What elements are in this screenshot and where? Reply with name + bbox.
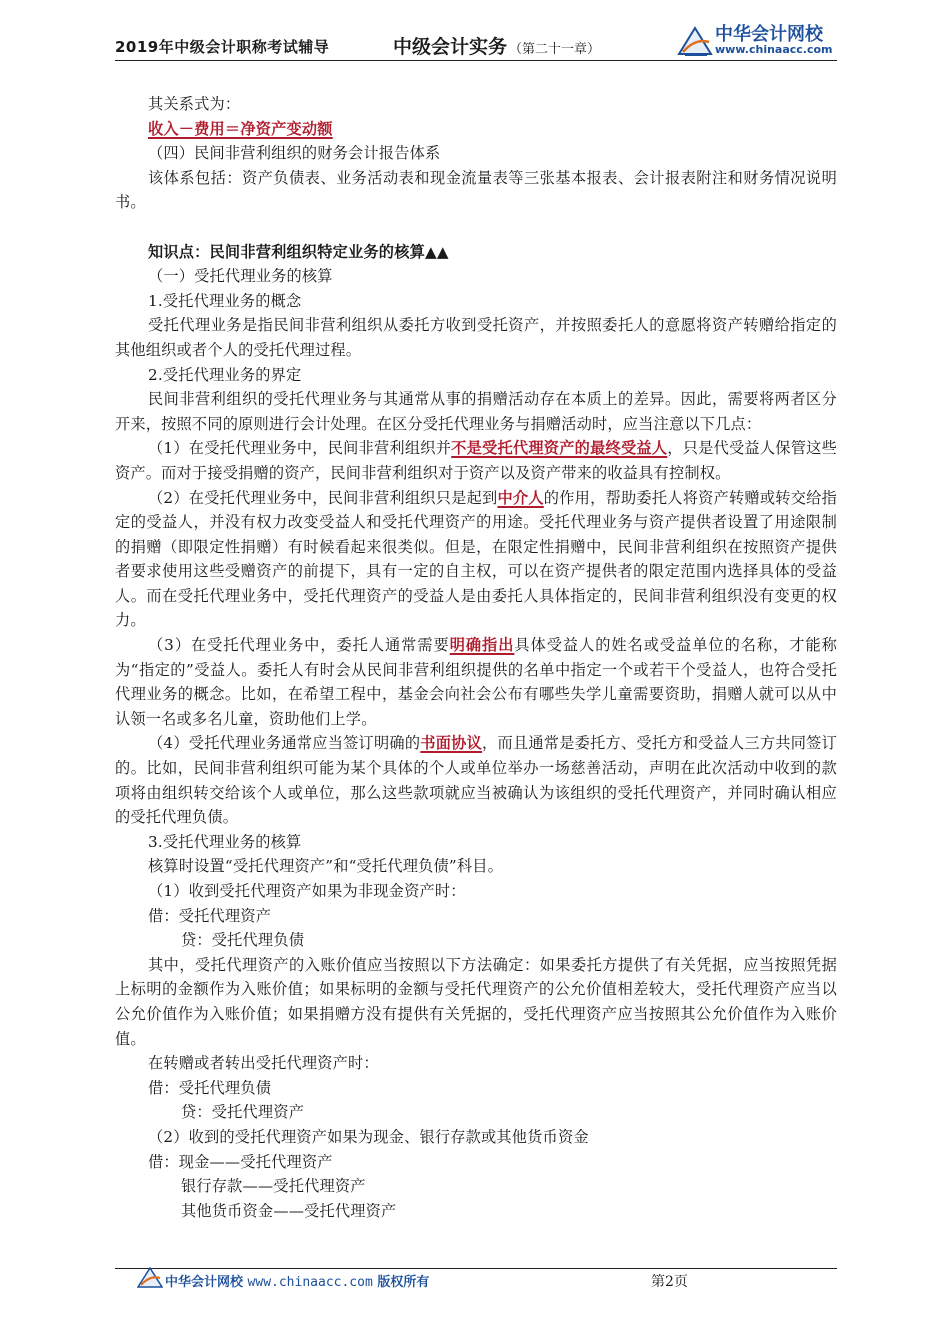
- paragraph: 该体系包括：资产负债表、业务活动表和现金流量表等三张基本报表、会计报表附注和财务情况说明书。: [115, 168, 837, 212]
- text-run: ，而且通常是委托方、受托方和受益人三方共同签订的。比如，民间非营利组织可能为某个具体的个人或单位举办一场慈善活动，声明在此次活动中收到的款项将由组织转交给该个人或单位，那么这些款项就应当被确认为该组织的受托代理资产，并同时确认相应的受托代理负债。: [115, 734, 837, 827]
- text-run: （4）受托代理业务通常应当签订明确的: [148, 734, 421, 753]
- header-chapter: （第二十一章）: [509, 42, 601, 57]
- paragraph: [115, 486, 837, 634]
- text-run: ，只是代受益人保管这些资产。而对于接受捐赠的资产，民间非营利组织对于资产以及资产带来的收益具有控制权。: [115, 439, 837, 482]
- footer-logo-icon: [137, 1265, 163, 1289]
- header-divider: [115, 60, 837, 61]
- subsection-heading: 1.受托代理业务的概念: [148, 291, 302, 310]
- journal-credit: 贷：受托代理负债: [181, 931, 305, 950]
- brand-logo-url: www.chinaacc.com: [715, 43, 833, 56]
- journal-credit: 贷：受托代理资产: [181, 1103, 305, 1122]
- header-subject-title: 中级会计实务: [393, 36, 508, 58]
- journal-debit: 借：受托代理资产: [148, 906, 272, 925]
- paragraph: 核算时设置“受托代理资产”和“受托代理负债”科目。: [148, 857, 503, 876]
- paragraph: [115, 633, 837, 731]
- paragraph: 受托代理业务是指民间非营利组织从委托方收到受托资产，并按照委托人的意愿将资产转赠给指定的其他组织或者个人的受托代理过程。: [115, 316, 837, 359]
- paragraph: [115, 436, 837, 485]
- section-heading: （四）民间非营利组织的财务会计报告体系: [148, 144, 441, 163]
- footer-rights: 版权所有: [377, 1275, 430, 1290]
- paragraph: （2）收到的受托代理资产如果为现金、银行存款或其他货币资金: [148, 1127, 589, 1146]
- footer-brand-name: 中华会计网校: [165, 1275, 244, 1290]
- text-run: （3）在受托代理业务中，委托人通常需要: [148, 636, 450, 655]
- highlight-text: 中介人: [497, 488, 544, 507]
- highlight-text: 不是受托代理资产的最终受益人: [451, 439, 668, 458]
- paragraph: （1）收到受托代理资产如果为非现金资产时：: [148, 882, 466, 900]
- journal-debit: 借：受托代理负债: [148, 1078, 272, 1097]
- text-run: 具体受益人的姓名或受益单位的名称，才能称为“指定的”受益人。委托人有时会从民间非营利组织提供的名单中指定一个或若干个受益人，也符合受托代理业务的概念。比如，在希望工程中，基金会向社会公布有哪些失学儿童需要资助，捐赠人就可以从中认领一名或多名儿童，资助他们上学。: [115, 636, 837, 728]
- subsection-heading: 3.受托代理业务的核算: [148, 832, 302, 851]
- page-footer: [115, 1262, 837, 1294]
- page-header: [115, 18, 837, 62]
- section-heading: （一）受托代理业务的核算: [148, 267, 333, 286]
- highlight-text: 明确指出: [449, 636, 515, 655]
- footer-brand: [165, 1271, 429, 1290]
- journal-debit: 借：现金——受托代理资产: [148, 1152, 333, 1171]
- paragraph: 其关系式为：: [148, 95, 241, 113]
- paragraph: 民间非营利组织的受托代理业务与其通常从事的捐赠活动存在本质上的差异。因此，需要将两者区分开来，按照不同的原则进行会计处理。在区分受托代理业务与捐赠活动时，应当注意以下几点：: [115, 390, 837, 433]
- footer-url: www.chinaacc.com: [247, 1275, 373, 1290]
- knowledge-point-heading: 知识点：民间非营利组织特定业务的核算▲▲: [148, 242, 449, 261]
- header-subject: [393, 32, 600, 59]
- highlight-formula: 收入－费用＝净资产变动额: [148, 119, 333, 138]
- journal-debit-line: 其他货币资金——受托代理资产: [181, 1201, 397, 1220]
- page-number: 第2页: [651, 1274, 688, 1290]
- subsection-heading: 2.受托代理业务的界定: [148, 365, 302, 384]
- paragraph: [115, 731, 837, 829]
- highlight-text: 书面协议: [420, 734, 483, 753]
- journal-debit-line: 银行存款——受托代理资产: [181, 1177, 366, 1196]
- spacer: [115, 215, 837, 240]
- brand-logo: [677, 18, 837, 62]
- text-run: （2）在受托代理业务中，民间非营利组织只是起到: [148, 488, 498, 507]
- header-course-title: 2019年中级会计职称考试辅导: [115, 38, 330, 56]
- text-run: （1）在受托代理业务中，民间非营利组织并: [148, 439, 452, 458]
- paragraph: 其中，受托代理资产的入账价值应当按照以下方法确定：如果委托方提供了有关凭据，应当按照凭据上标明的金额作为入账价值；如果标明的金额与受托代理资产的公允价值相差较大，受托代理资产应当以公允价值作为入账价值；如果捐赠方没有提供有关凭据的，受托代理资产应当按照其公允价值作为入账价值。: [115, 955, 837, 1048]
- document-body: [115, 92, 837, 1223]
- brand-logo-icon: [677, 22, 713, 58]
- paragraph: 在转赠或者转出受托代理资产时：: [148, 1054, 379, 1073]
- footer-divider: [115, 1268, 837, 1269]
- formula: [115, 117, 837, 142]
- brand-logo-name: 中华会计网校: [715, 24, 823, 45]
- text-run: 的作用，帮助委托人将资产转赠或转交给指定的受益人，并没有权力改变受益人和受托代理资产的用途。受托代理业务与资产提供者设置了用途限制的捐赠（即限定性捐赠）有时候看起来很类似。但是，在限定性捐赠中，民间非营利组织在按照资产提供者要求使用这些受赠资产的前提下，具有一定的自主权，可以在资产提供者的限定范围内选择具体的受益人。而在受托代理业务中，受托代理资产的受益人是由委托人具体指定的，民间非营利组织没有变更的权力。: [115, 488, 837, 630]
